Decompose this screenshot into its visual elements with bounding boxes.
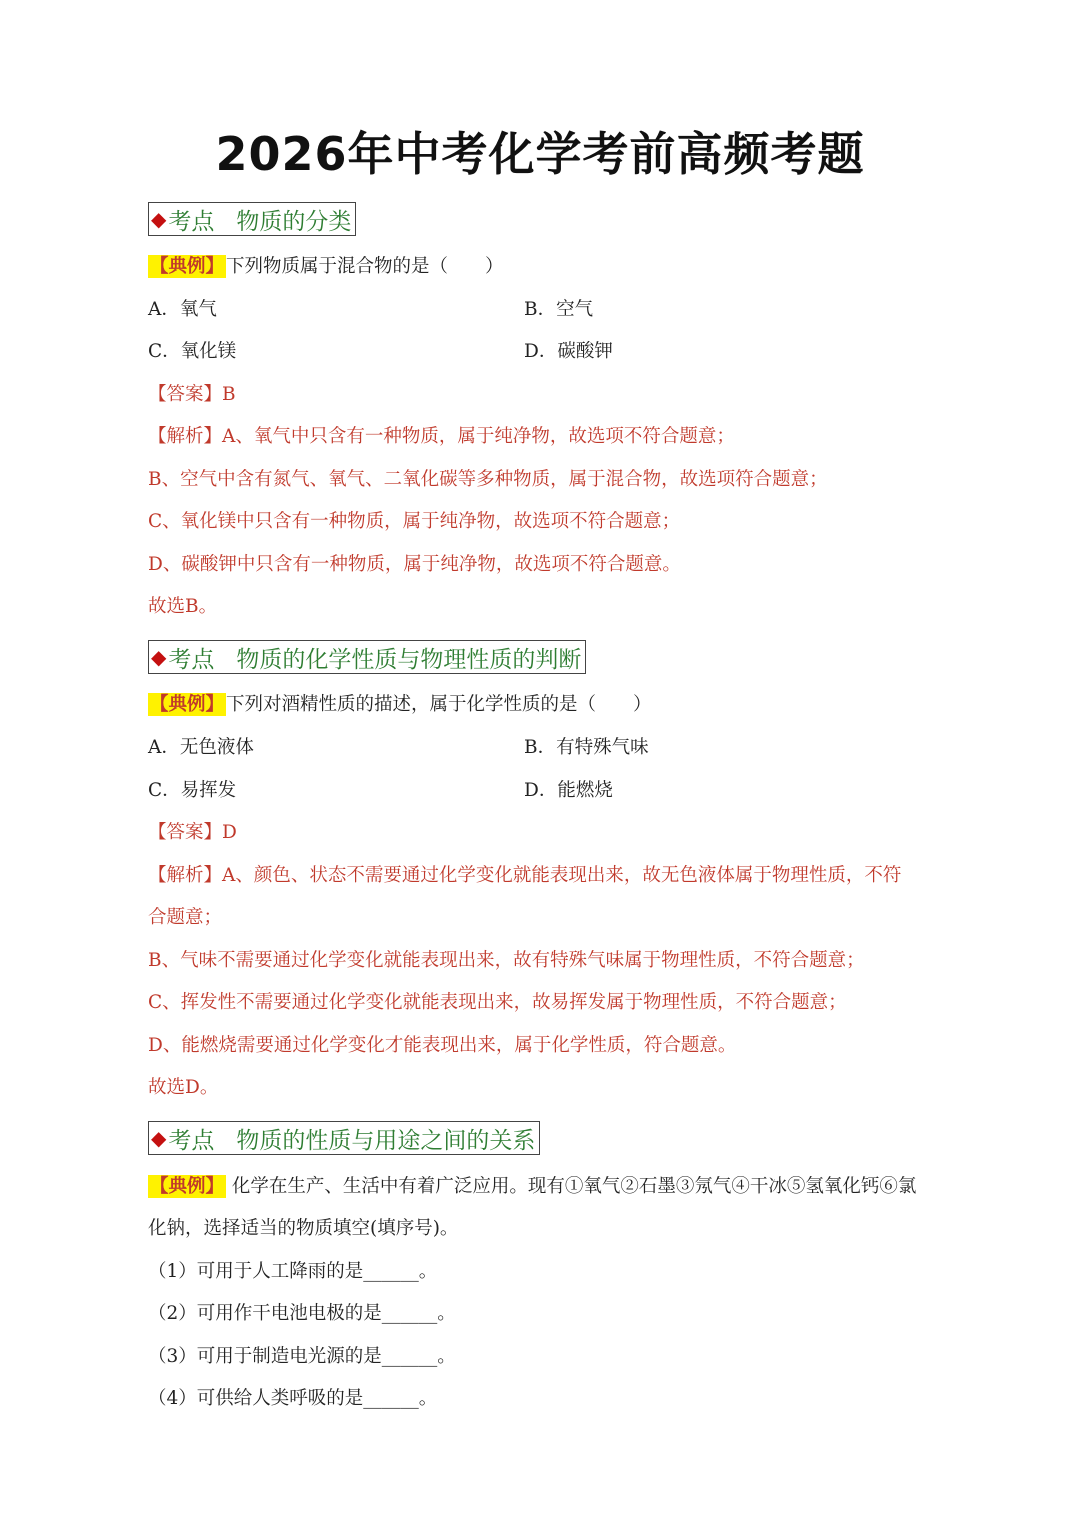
option-a: A．无色液体 [148,737,254,758]
analysis-line: 【解析】A、氧气中只含有一种物质，属于纯净物，故选项不符合题意； [148,426,735,447]
analysis-line: D、碳酸钾中只含有一种物质，属于纯净物，故选项不符合题意。 [148,554,681,575]
question-line [148,255,504,279]
analysis-line: C、挥发性不需要通过化学变化就能表现出来，故易挥发属于物理性质，不符合题意； [148,992,847,1013]
question-text: 化学在生产、生活中有着广泛应用。现有①氧气②石墨③氖气④干冰⑤氢氧化钙⑥氯 [226,1176,917,1197]
fill-item [148,1345,456,1369]
example-tag: 【典例】 [150,256,225,277]
analysis-line: B、空气中含有氮气、氧气、二氧化碳等多种物质，属于混合物，故选项符合题意； [148,469,828,490]
option-c: C．氧化镁 [148,341,237,362]
diamond-icon: ◆ [151,645,167,669]
option-b: B．有特殊气味 [524,737,649,758]
question-continuation: 化钠，选择适当的物质填空(填序号)。 [148,1218,459,1239]
analysis-line: B、气味不需要通过化学变化就能表现出来，故有特殊气味属于物理性质，不符合题意； [148,950,865,971]
fill-item-end: 。 [418,1388,438,1409]
fill-item-end: 。 [418,1261,438,1282]
option-b: B．空气 [524,299,594,320]
page-title: 2026年中考化学考前高频考题 [215,127,865,181]
option-d: D．碳酸钾 [524,341,613,362]
fill-item [148,1260,437,1284]
question-text: 下列物质属于混合物的是（ ） [226,256,504,277]
option-c: C．易挥发 [148,780,237,801]
conclusion: 故选B。 [148,596,218,617]
diamond-icon: ◆ [151,1126,167,1150]
option-a: A．氧气 [148,299,217,320]
section-header-3 [148,1121,540,1155]
conclusion: 故选D。 [148,1077,219,1098]
fill-item-text: （3）可用于制造电光源的是 [148,1346,382,1367]
diamond-icon: ◆ [151,207,167,231]
kp-label: 考点 [168,208,215,235]
question-line [148,1175,916,1199]
section-header-1 [148,202,356,236]
fill-item-end: 。 [437,1346,456,1367]
fill-item-text: （4）可供给人类呼吸的是 [148,1388,364,1409]
analysis-line: D、能燃烧需要通过化学变化才能表现出来，属于化学性质，符合题意。 [148,1035,737,1056]
answer-blank: ______ [381,1346,438,1367]
answer-blank: ______ [363,1261,419,1282]
fill-item-text: （1）可用于人工降雨的是 [148,1261,364,1282]
section-heading: 物质的分类 [236,208,352,235]
section-heading: 物质的化学性质与物理性质的判断 [236,646,582,673]
section-heading: 物质的性质与用途之间的关系 [236,1127,536,1154]
example-tag: 【典例】 [150,1176,225,1197]
kp-label: 考点 [168,646,215,673]
fill-item [148,1387,437,1411]
analysis-line: 【解析】A、颜色、状态不需要通过化学变化就能表现出来，故无色液体属于物理性质，不符 [148,865,902,886]
answer-blank: ______ [381,1303,438,1324]
fill-item [148,1302,456,1326]
kp-label: 考点 [168,1127,215,1154]
answer: 【答案】D [148,822,237,843]
option-d: D．能燃烧 [524,780,613,801]
analysis-line: 合题意； [148,907,223,928]
answer: 【答案】B [148,384,236,405]
question-text: 下列对酒精性质的描述，属于化学性质的是（ ） [226,694,652,715]
analysis-line: C、氧化镁中只含有一种物质，属于纯净物，故选项不符合题意； [148,511,681,532]
example-tag: 【典例】 [150,694,225,715]
section-header-2 [148,640,586,674]
question-line [148,693,652,717]
fill-item-text: （2）可用作干电池电极的是 [148,1303,382,1324]
fill-item-end: 。 [437,1303,456,1324]
answer-blank: ______ [363,1388,419,1409]
